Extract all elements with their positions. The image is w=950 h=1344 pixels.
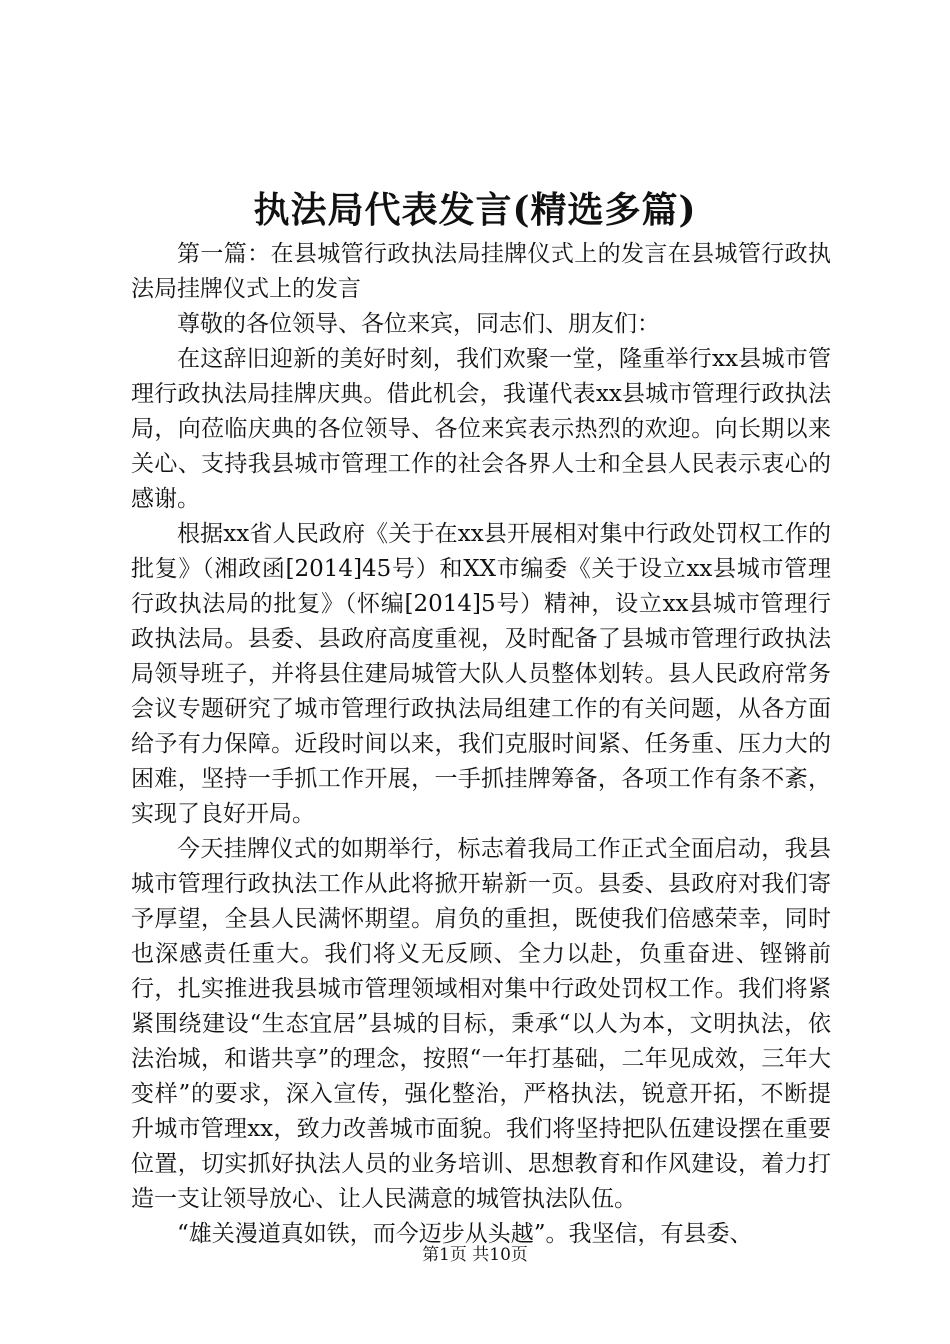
- paragraph: 今天挂牌仪式的如期举行，标志着我局工作正式全面启动，我县城市管理行政执法工作从此将掀开崭新一页。县委、县政府对我们寄予厚望，全县人民满怀期望。肩负的重担，既使我们倍感荣幸，同时也深感责任重大。我们将义无反顾、全力以赴，负重奋进、铿锵前行，扎实推进我县城市管理领域相对集中行政处罚权工作。我们将紧紧围绕建设“生态宜居”县城的目标，秉承“以人为本，文明执法，依法治城，和谐共享”的理念，按照“一年打基础，二年见成效，三年大变样”的要求，深入宣传，强化整治，严格执法，锐意开拓，不断提升城市管理xx，致力改善城市面貌。我们将坚持把队伍建设摆在重要位置，切实抓好执法人员的业务培训、思想教育和作风建设，着力打造一支让领导放心、让人民满意的城管执法队伍。: [131, 836, 831, 1212]
- paragraph: 根据xx省人民政府《关于在xx县开展相对集中行政处罚权工作的批复》（湘政函[2014]45号）和XX市编委《关于设立xx县城市管理行政执法局的批复》（怀编[2014]5号）精神，设立xx县城市管理行政执法局。县委、县政府高度重视，及时配备了县城市管理行政执法局领导班子，并将县住建局城管大队人员整体划转。县人民政府常务会议专题研究了城市管理行政执法局组建工作的有关问题，从各方面给予有力保障。近段时间以来，我们克服时间紧、任务重、压力大的困难，坚持一手抓工作开展，一手抓挂牌筹备，各项工作有条不紊，实现了良好开局。: [131, 521, 831, 827]
- paragraph: “雄关漫道真如铁，而今迈步从头越”。我坚信，有县委、: [177, 1221, 753, 1247]
- paragraph-heading: 第一篇：在县城管行政执法局挂牌仪式上的发言在县城管行政执法局挂牌仪式上的发言: [131, 241, 831, 302]
- paragraph: 在这辞旧迎新的美好时刻，我们欢聚一堂，隆重举行xx县城市管理行政执法局挂牌庆典。借此机会，我谨代表xx县城市管理行政执法局，向莅临庆典的各位领导、各位来宾表示热烈的欢迎。向长期以来关心、支持我县城市管理工作的社会各界人士和全县人民表示衷心的感谢。: [131, 346, 831, 512]
- document-body: [131, 237, 831, 1252]
- page-number-footer: 第1页 共10页: [422, 1245, 528, 1265]
- document-title: 执法局代表发言(精选多篇): [253, 189, 697, 231]
- paragraph-salutation: 尊敬的各位领导、各位来宾，同志们、朋友们：: [177, 311, 660, 337]
